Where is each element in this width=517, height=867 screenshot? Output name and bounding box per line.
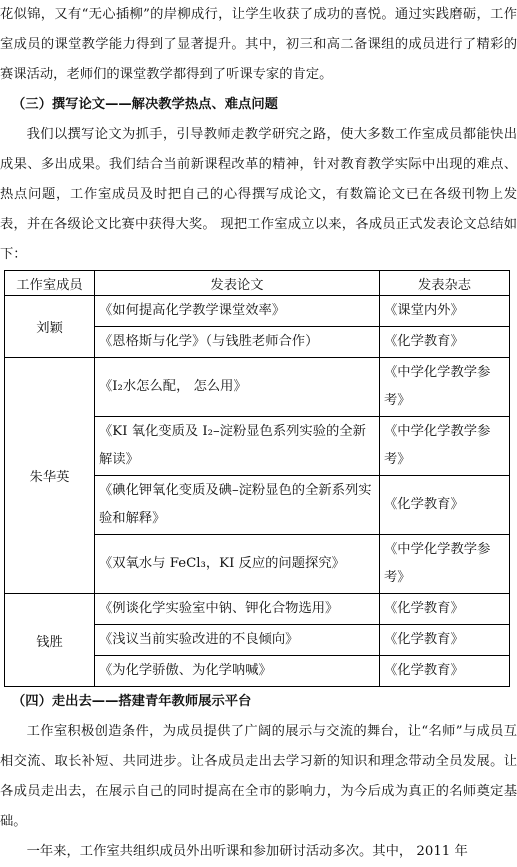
section-4-heading: （四）走出去——搭建青年教师展示平台 bbox=[12, 694, 252, 709]
paper-cell: 《I₂水怎么配， 怎么用》 bbox=[95, 358, 380, 417]
member-cell: 朱华英 bbox=[5, 358, 95, 594]
journal-cell: 《中学化学教学参考》 bbox=[380, 358, 510, 417]
section-3-heading: （三）撰写论文——解决教学热点、难点问题 bbox=[12, 97, 278, 112]
member-cell: 刘颖 bbox=[5, 296, 95, 358]
table-row bbox=[5, 358, 510, 417]
papers-table bbox=[4, 270, 510, 687]
section-3-paragraph: 我们以撰写论文为抓手，引导教师走教学研究之路，使大多数工作室成员都能快出成果、多出成果。我们结合当前新课程改革的精神，针对教育教学实际中出现的难点、热点问题，工作室成员及时把自己的心得撰写成论文，有数篇论文已在各级刊物上发表，并在各级论文比赛中获得大奖。 现把工作室成立以来，各成员正式发表论文总结如下： bbox=[0, 127, 517, 262]
header-member: 工作室成员 bbox=[5, 271, 95, 296]
intro-paragraph: 花似锦，又有“无心插柳”的岸柳成行，让学生收获了成功的喜悦。通过实践磨砺，工作室成员的课堂教学能力得到了显著提升。其中，初三和高二备课组的成员进行了精彩的赛课活动，老师们的课堂教学都得到了听课专家的肯定。 bbox=[0, 7, 517, 82]
table-row bbox=[5, 594, 510, 625]
paper-cell: 《双氧水与 FeCl₃，KI 反应的问题探究》 bbox=[95, 535, 380, 594]
journal-cell: 《化学教育》 bbox=[380, 656, 510, 687]
paper-cell: 《如何提高化学教学课堂效率》 bbox=[95, 296, 380, 327]
journal-cell: 《化学教育》 bbox=[380, 476, 510, 535]
journal-cell: 《化学教育》 bbox=[380, 594, 510, 625]
journal-cell: 《化学教育》 bbox=[380, 327, 510, 358]
table-row bbox=[5, 296, 510, 327]
member-cell: 钱胜 bbox=[5, 594, 95, 687]
paper-cell: 《为化学骄傲、为化学呐喊》 bbox=[95, 656, 380, 687]
paper-cell: 《碘化钾氧化变质及碘–淀粉显色的全新系列实验和解释》 bbox=[95, 476, 380, 535]
paper-cell: 《例谈化学实验室中钠、钾化合物选用》 bbox=[95, 594, 380, 625]
header-journal: 发表杂志 bbox=[380, 271, 510, 296]
paper-cell: 《浅议当前实验改进的不良倾向》 bbox=[95, 625, 380, 656]
section-4-paragraph-2: 一年来，工作室共组织成员外出听课和参加研讨活动多次。其中， 2011 年 bbox=[26, 844, 468, 859]
journal-cell: 《课堂内外》 bbox=[380, 296, 510, 327]
journal-cell: 《化学教育》 bbox=[380, 625, 510, 656]
table-header-row bbox=[5, 271, 510, 296]
journal-cell: 《中学化学教学参考》 bbox=[380, 535, 510, 594]
journal-cell: 《中学化学教学参考》 bbox=[380, 417, 510, 476]
paper-cell: 《KI 氧化变质及 I₂–淀粉显色系列实验的全新解读》 bbox=[95, 417, 380, 476]
header-paper: 发表论文 bbox=[95, 271, 380, 296]
section-4-paragraph-1: 工作室积极创造条件，为成员提供了广阔的展示与交流的舞台，让“名师”与成员互相交流、取长补短、共同进步。让各成员走出去学习新的知识和理念带动全员发展。让各成员走出去，在展示自己的同时提高在全市的影响力，为今后成为真正的名师奠定基础。 bbox=[0, 724, 517, 829]
paper-cell: 《恩格斯与化学》（与钱胜老师合作） bbox=[95, 327, 380, 358]
